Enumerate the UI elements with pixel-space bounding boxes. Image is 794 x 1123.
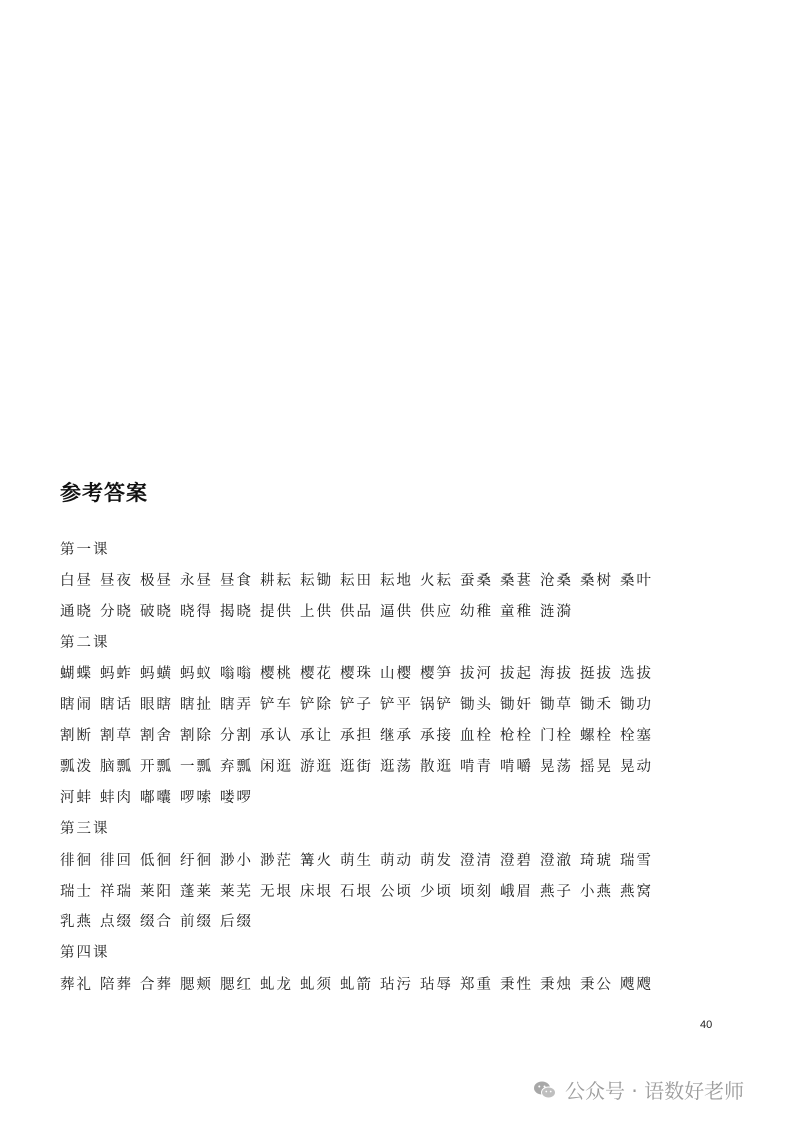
vocab-word: 渺小 — [220, 853, 253, 869]
vocab-word: 虬须 — [300, 977, 333, 993]
vocab-word: 桑叶 — [620, 573, 653, 589]
vocab-word: 燕子 — [540, 884, 573, 900]
vocab-word: 蚕桑 — [460, 573, 493, 589]
vocab-word: 极昼 — [140, 573, 173, 589]
vocab-word: 玷污 — [380, 977, 413, 993]
vocab-word: 通晓 — [60, 604, 93, 620]
vocab-word: 点缀 — [100, 914, 133, 930]
vocab-word: 渺茫 — [260, 853, 293, 869]
vocab-word: 童稚 — [500, 604, 533, 620]
vocab-word: 嗡嗡 — [220, 666, 253, 682]
vocab-word: 弃瓢 — [220, 759, 253, 775]
wechat-icon — [533, 1080, 557, 1100]
vocab-word: 瞎弄 — [220, 697, 253, 713]
word-row — [60, 849, 660, 870]
vocab-word: 沧桑 — [540, 573, 573, 589]
vocab-word: 摇晃 — [580, 759, 613, 775]
vocab-word: 锅铲 — [420, 697, 453, 713]
vocab-word: 萌发 — [420, 853, 453, 869]
vocab-word: 耘地 — [380, 573, 413, 589]
vocab-word: 承接 — [420, 728, 453, 744]
word-row — [60, 973, 660, 994]
word-row — [60, 786, 260, 807]
vocab-word: 逛街 — [340, 759, 373, 775]
vocab-word: 蚂蟥 — [140, 666, 173, 682]
vocab-word: 纡徊 — [180, 853, 213, 869]
vocab-word: 拔河 — [460, 666, 493, 682]
vocab-word: 螺栓 — [580, 728, 613, 744]
lesson-title: 第四课 — [60, 945, 110, 961]
word-row — [60, 662, 660, 683]
vocab-word: 前缀 — [180, 914, 213, 930]
vocab-word: 开瓢 — [140, 759, 173, 775]
vocab-word: 锄禾 — [580, 697, 613, 713]
vocab-word: 逼供 — [380, 604, 413, 620]
word-row — [60, 600, 580, 621]
vocab-word: 幼稚 — [460, 604, 493, 620]
vocab-word: 晃荡 — [540, 759, 573, 775]
vocab-word: 割断 — [60, 728, 93, 744]
vocab-word: 承担 — [340, 728, 373, 744]
vocab-word: 澄澈 — [540, 853, 573, 869]
vocab-word: 铲平 — [380, 697, 413, 713]
vocab-word: 虬箭 — [340, 977, 373, 993]
vocab-word: 莱阳 — [140, 884, 173, 900]
vocab-word: 提供 — [260, 604, 293, 620]
vocab-word: 琦琥 — [580, 853, 613, 869]
vocab-word: 虬龙 — [260, 977, 293, 993]
vocab-word: 葬礼 — [60, 977, 93, 993]
vocab-word: 床垠 — [300, 884, 333, 900]
vocab-word: 门栓 — [540, 728, 573, 744]
vocab-word: 铲除 — [300, 697, 333, 713]
lesson-title: 第三课 — [60, 821, 110, 837]
vocab-word: 莱芜 — [220, 884, 253, 900]
vocab-word: 继承 — [380, 728, 413, 744]
vocab-word: 拔起 — [500, 666, 533, 682]
vocab-word: 瞎闹 — [60, 697, 93, 713]
vocab-word: 徘回 — [100, 853, 133, 869]
lesson-title: 第一课 — [60, 542, 110, 558]
vocab-word: 白昼 — [60, 573, 93, 589]
vocab-word: 瑞雪 — [620, 853, 653, 869]
vocab-word: 公顷 — [380, 884, 413, 900]
vocab-word: 分晓 — [100, 604, 133, 620]
watermark-text: 公众号 · 语数好老师 — [565, 1079, 745, 1103]
vocab-word: 游逛 — [300, 759, 333, 775]
vocab-word: 瞎话 — [100, 697, 133, 713]
vocab-word: 破晓 — [140, 604, 173, 620]
vocab-word: 火耘 — [420, 573, 453, 589]
vocab-word: 承让 — [300, 728, 333, 744]
vocab-word: 眼瞎 — [140, 697, 173, 713]
vocab-word: 脑瓢 — [100, 759, 133, 775]
vocab-word: 郑重 — [460, 977, 493, 993]
vocab-word: 喽啰 — [220, 790, 253, 806]
vocab-word: 耘田 — [340, 573, 373, 589]
vocab-word: 河蚌 — [60, 790, 93, 806]
vocab-word: 祥瑞 — [100, 884, 133, 900]
vocab-word: 一瓢 — [180, 759, 213, 775]
vocab-word: 燕窝 — [620, 884, 653, 900]
vocab-word: 晓得 — [180, 604, 213, 620]
vocab-word: 啃嚼 — [500, 759, 533, 775]
vocab-word: 枪栓 — [500, 728, 533, 744]
vocab-word: 蚌肉 — [100, 790, 133, 806]
vocab-word: 涟漪 — [540, 604, 573, 620]
vocab-word: 割草 — [100, 728, 133, 744]
vocab-word: 山樱 — [380, 666, 413, 682]
vocab-word: 低徊 — [140, 853, 173, 869]
vocab-word: 晃动 — [620, 759, 653, 775]
vocab-word: 耕耘 — [260, 573, 293, 589]
vocab-word: 蚂蚁 — [180, 666, 213, 682]
vocab-word: 揭晓 — [220, 604, 253, 620]
vocab-word: 飕飕 — [620, 977, 653, 993]
vocab-word: 腮红 — [220, 977, 253, 993]
vocab-word: 澄清 — [460, 853, 493, 869]
vocab-word: 顷刻 — [460, 884, 493, 900]
vocab-word: 樱花 — [300, 666, 333, 682]
vocab-word: 澄碧 — [500, 853, 533, 869]
vocab-word: 铲子 — [340, 697, 373, 713]
word-row — [60, 693, 660, 714]
vocab-word: 乳燕 — [60, 914, 93, 930]
vocab-word: 锄头 — [460, 697, 493, 713]
vocab-word: 少顷 — [420, 884, 453, 900]
vocab-word: 桑葚 — [500, 573, 533, 589]
vocab-word: 峨眉 — [500, 884, 533, 900]
word-row — [60, 910, 260, 931]
vocab-word: 铲车 — [260, 697, 293, 713]
word-row — [60, 755, 660, 776]
vocab-word: 栓塞 — [620, 728, 653, 744]
vocab-word: 啃青 — [460, 759, 493, 775]
vocab-word: 蚂蚱 — [100, 666, 133, 682]
vocab-word: 瓢泼 — [60, 759, 93, 775]
vocab-word: 分割 — [220, 728, 253, 744]
vocab-word: 秉公 — [580, 977, 613, 993]
vocab-word: 篝火 — [300, 853, 333, 869]
vocab-word: 昼夜 — [100, 573, 133, 589]
vocab-word: 上供 — [300, 604, 333, 620]
vocab-word: 瞎扯 — [180, 697, 213, 713]
lesson-title: 第二课 — [60, 635, 110, 651]
vocab-word: 海拔 — [540, 666, 573, 682]
word-row — [60, 724, 660, 745]
vocab-word: 小燕 — [580, 884, 613, 900]
vocab-word: 血栓 — [460, 728, 493, 744]
vocab-word: 樱笋 — [420, 666, 453, 682]
vocab-word: 樱桃 — [260, 666, 293, 682]
word-row — [60, 880, 660, 901]
vocab-word: 供应 — [420, 604, 453, 620]
vocab-word: 合葬 — [140, 977, 173, 993]
vocab-word: 锄奸 — [500, 697, 533, 713]
vocab-word: 无垠 — [260, 884, 293, 900]
section-heading: 参考答案 — [60, 481, 148, 505]
vocab-word: 逛荡 — [380, 759, 413, 775]
vocab-word: 桑树 — [580, 573, 613, 589]
vocab-word: 秉烛 — [540, 977, 573, 993]
vocab-word: 瑞士 — [60, 884, 93, 900]
vocab-word: 徘徊 — [60, 853, 93, 869]
vocab-word: 樱珠 — [340, 666, 373, 682]
watermark — [533, 1075, 744, 1104]
vocab-word: 承认 — [260, 728, 293, 744]
vocab-word: 选拔 — [620, 666, 653, 682]
vocab-word: 闲逛 — [260, 759, 293, 775]
vocab-word: 萌生 — [340, 853, 373, 869]
vocab-word: 蓬莱 — [180, 884, 213, 900]
word-row — [60, 569, 660, 590]
vocab-word: 啰嗦 — [180, 790, 213, 806]
vocab-word: 散逛 — [420, 759, 453, 775]
vocab-word: 挺拔 — [580, 666, 613, 682]
vocab-word: 蝴蝶 — [60, 666, 93, 682]
vocab-word: 腮颊 — [180, 977, 213, 993]
vocab-word: 割舍 — [140, 728, 173, 744]
vocab-word: 后缀 — [220, 914, 253, 930]
vocab-word: 耘锄 — [300, 573, 333, 589]
vocab-word: 石垠 — [340, 884, 373, 900]
vocab-word: 锄功 — [620, 697, 653, 713]
vocab-word: 缀合 — [140, 914, 173, 930]
vocab-word: 割除 — [180, 728, 213, 744]
vocab-word: 永昼 — [180, 573, 213, 589]
vocab-word: 嘟囔 — [140, 790, 173, 806]
vocab-word: 萌动 — [380, 853, 413, 869]
vocab-word: 锄草 — [540, 697, 573, 713]
vocab-word: 秉性 — [500, 977, 533, 993]
vocab-word: 昼食 — [220, 573, 253, 589]
page-number: 40 — [700, 1019, 713, 1031]
vocab-word: 供品 — [340, 604, 373, 620]
vocab-word: 陪葬 — [100, 977, 133, 993]
vocab-word: 玷辱 — [420, 977, 453, 993]
